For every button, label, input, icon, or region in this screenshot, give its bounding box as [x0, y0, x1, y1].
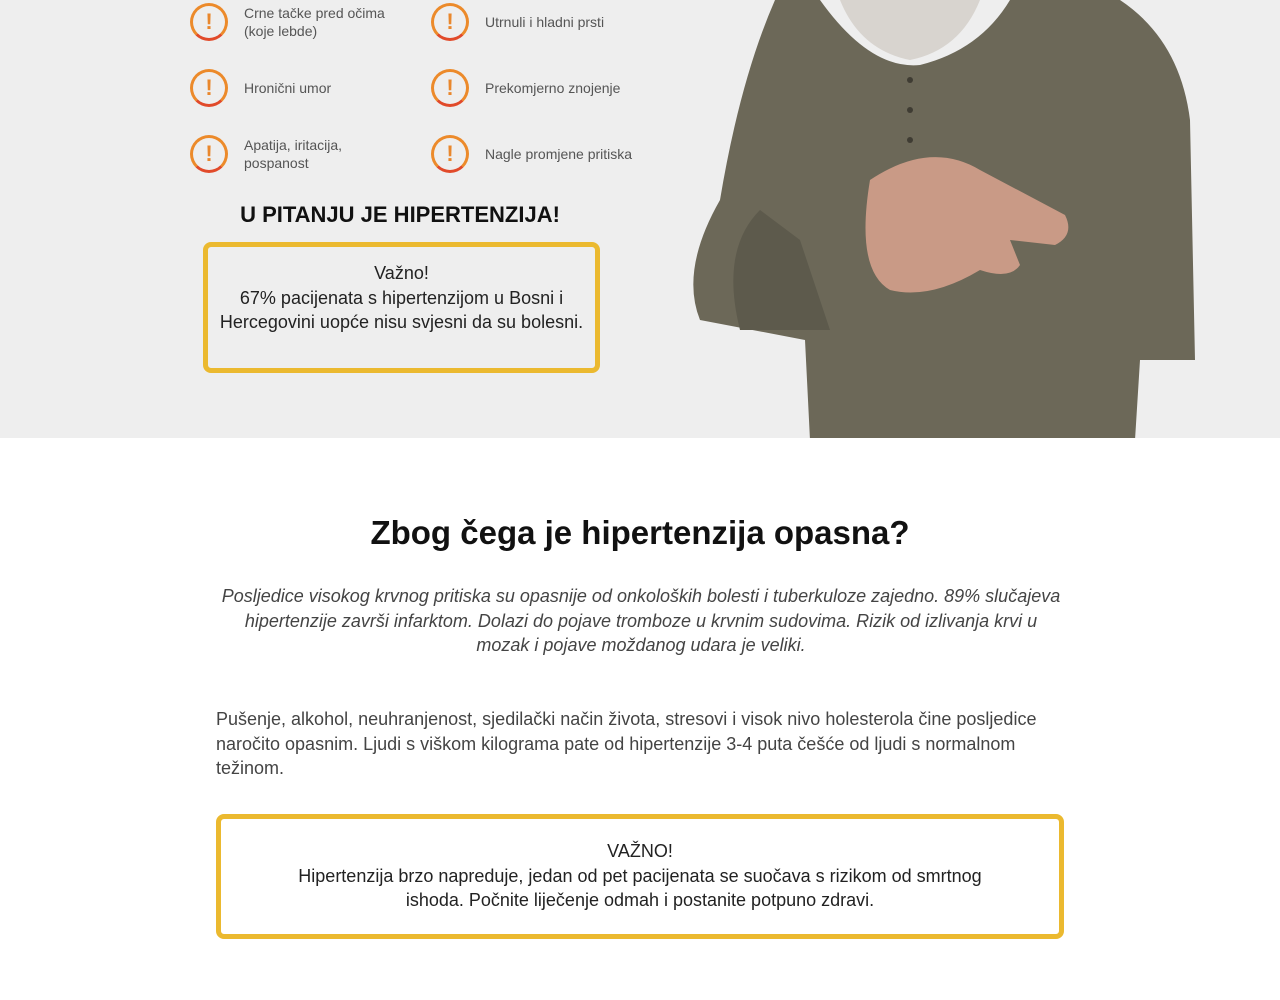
- section-paragraph: Pušenje, alkohol, neuhranjenost, sjedilački način života, stresovi i visok nivo holesterola čine posljedice naročito opasnim. Ljudi s viškom kilograma pate od hipertenzije 3-4 puta češće od ljudi s normalnom težinom.: [216, 709, 1037, 778]
- symptom-item: [431, 135, 661, 173]
- symptom-item: [190, 69, 420, 107]
- symptom-label: Apatija, iritacija, pospanost: [244, 137, 343, 171]
- symptom-label: Crne tačke pred očima (koje lebde): [244, 5, 385, 39]
- exclamation-icon: !: [431, 69, 469, 107]
- man-holding-chest-image: [680, 0, 1210, 438]
- headline: U PITANJU JE HIPERTENZIJA!: [240, 202, 560, 227]
- exclamation-icon: !: [190, 3, 228, 41]
- notice-text: 67% pacijenata s hipertenzijom u Bosni i Hercegovini uopće nisu svjesni da su bolesni.: [219, 287, 584, 332]
- section-intro: Posljedice visokog krvnog pritiska su opasnije od onkoloških bolesti i tuberkuloze zajedno. 89% slučajeva hipertenzije završi infarktom. Dolazi do pojave tromboze u krvnim sudovima. Rizik od izlivanja krvi u mozak i pojave moždanog udara je veliki.: [221, 586, 1061, 655]
- notice-title: Važno!: [374, 263, 429, 283]
- symptom-item: [431, 69, 661, 107]
- notice-title: VAŽNO!: [607, 841, 673, 861]
- symptom-label: Nagle promjene pritiska: [485, 146, 633, 162]
- symptoms-section: [0, 0, 1280, 438]
- symptom-item: [190, 3, 420, 41]
- exclamation-icon: !: [190, 135, 228, 173]
- section-title: Zbog čega je hipertenzija opasna?: [370, 514, 910, 551]
- symptom-label: Utrnuli i hladni prsti: [485, 14, 605, 30]
- exclamation-icon: !: [190, 69, 228, 107]
- symptom-item: [431, 3, 661, 41]
- notice-box-2: [216, 814, 1064, 939]
- notice-box: [203, 242, 600, 373]
- notice-text: Hipertenzija brzo napreduje, jedan od pet pacijenata se suočava s rizikom od smrtnog ishoda. Počnite liječenje odmah i postanite potpuno zdravi.: [298, 865, 982, 910]
- exclamation-icon: !: [431, 3, 469, 41]
- symptom-label: Prekomjerno znojenje: [485, 80, 621, 96]
- symptom-item: [190, 135, 420, 173]
- exclamation-icon: !: [431, 135, 469, 173]
- symptom-label: Hronični umor: [244, 80, 332, 96]
